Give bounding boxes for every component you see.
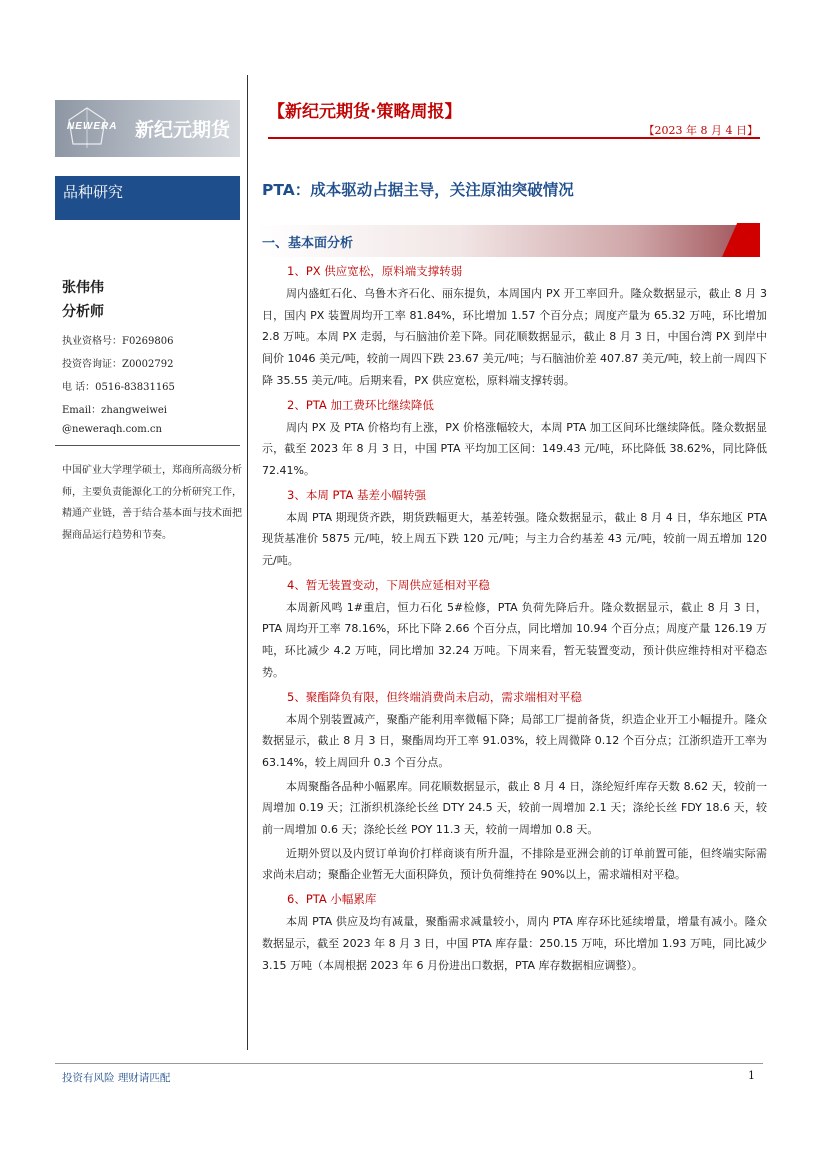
body-paragraph: 本周个别装置减产，聚酯产能利用率微幅下降；局部工厂提前备货，织造企业开工小幅提升。隆众数据显示，截止 8 月 3 日，聚酯周均开工率 91.03%，较上周微降 0.12 个百分点；江浙织造开工率为 63.14%，较上周回升 0.3 个百分点。: [262, 712, 767, 769]
qualification-number: 执业资格号：F0269806: [62, 336, 174, 347]
body-paragraph: 近期外贸以及内贸订单询价打样商谈有所升温，不排除是亚洲会前的订单前置可能，但终端实际需求尚未启动；聚酯企业暂无大面积降负，预计负荷维持在 90%以上，需求端相对平稳。: [262, 846, 767, 882]
subsection-heading: 3、本周 PTA 基差小幅转强: [287, 487, 427, 502]
analyst-role: 分析师: [62, 304, 104, 320]
subsection-heading: 4、暂无装置变动，下周供应延相对平稳: [287, 577, 490, 592]
page-number: 1: [748, 1069, 755, 1082]
body-paragraph: 本周聚酯各品种小幅累库。同花顺数据显示，截止 8 月 4 日，涤纶短纤库存天数 8.62 天，较前一周增加 0.19 天；江浙织机涤纶长丝 DTY 24.5 天，较前一周增加 2.1 天；涤纶长丝 FDY 18.6 天，较前一周增加 0.6 天；涤纶长丝 POY 11.3 天，较前一周增加 0.8 天。: [262, 779, 767, 837]
body-paragraph: 本周 PTA 期现货齐跌，期货跌幅更大，基差转强。隆众数据显示，截止 8 月 4 日，华东地区 PTA 现货基准价 5875 元/吨，较上周五下跌 120 元/吨；与主力合约基差 43 元/吨，较前一周五增加 120 元/吨。: [262, 510, 767, 568]
subsection-heading: 5、聚酯降负有限，但终端消费尚未启动，需求端相对平稳: [287, 689, 582, 704]
subsection-heading: 1、PX 供应宽松，原料端支撑转弱: [287, 264, 463, 278]
sidebar-rule: [55, 445, 240, 446]
analyst-bio: 中国矿业大学理学硕士，郑商所高级分析师，主要负责能源化工的分析研究工作，精通产业链，善于结合基本面与技术面把握商品运行趋势和节奏。: [62, 465, 242, 541]
report-header-title: 【新纪元期货·策略周报】: [268, 102, 462, 122]
footer-disclaimer: 投资有风险 理财请匹配: [62, 1072, 171, 1084]
body-paragraph: 周内 PX 及 PTA 价格均有上涨，PX 价格涨幅较大，本周 PTA 加工区间环比继续降低。隆众数据显示，截至 2023 年 8 月 3 日，中国 PTA 平均加工区间：149.43 元/吨，环比降低 38.62%，同比降低 72.41%。: [262, 420, 767, 477]
sidebar-section-text: 品种研究: [63, 183, 124, 201]
logo-english-text: NEWERA: [67, 121, 118, 132]
email-line-1: Email：zhangweiwei: [62, 405, 168, 416]
report-main-title: PTA：成本驱动占据主导，关注原油突破情况: [262, 181, 574, 199]
section-heading: 一、基本面分析: [262, 236, 354, 251]
consult-certificate: 投资咨询证：Z0002792: [62, 359, 174, 370]
footer-rule: [55, 1063, 763, 1064]
body-paragraph: 周内盛虹石化、乌鲁木齐石化、丽东提负，本周国内 PX 开工率回升。隆众数据显示，截止 8 月 3 日，国内 PX 装置周均开工率 81.84%，环比增加 1.57 个百分点；周度产量为 65.32 万吨，环比增加 2.8 万吨。本周 PX 走弱，与石脑油价差下降。同花顺数据显示，截止 8 月 3 日，中国台湾 PX 到岸中间价 1046 美元/吨，较前一周四下跌 23.67 美元/吨；与石脑油价差 407.87 美元/吨，较上前一周四下降 35.55 美元/吨。后期来看，PX 供应宽松，原料端支撑转弱。: [262, 287, 767, 387]
logo-chinese-text: 新纪元期货: [135, 119, 231, 141]
company-logo: [55, 100, 240, 157]
sidebar-section-label: [55, 176, 240, 220]
phone-number: 电 话：0516-83831165: [62, 382, 175, 393]
report-date: 【2023 年 8 月 4 日】: [643, 124, 758, 137]
report-body: [262, 258, 767, 978]
subsection-heading: 6、PTA 小幅累库: [287, 892, 377, 907]
body-paragraph: 本周新风鸣 1#重启，恒力石化 5#检修，PTA 负荷先降后升。隆众数据显示，截止 8 月 3 日，PTA 周均开工率 78.16%，环比下降 2.66 个百分点，同比增加 10.94 个百分点；周度产量 126.19 万吨，环比减少 4.2 万吨，同比增加 32.24 万吨。下周来看，暂无装置变动，预计供应维持相对平稳态势。: [262, 600, 767, 679]
analyst-name: 张伟伟: [62, 280, 104, 296]
email-line-2: @neweraqh.com.cn: [62, 424, 162, 435]
section-heading-bar: [258, 225, 760, 257]
subsection-heading: 2、PTA 加工费环比继续降低: [287, 397, 434, 412]
column-divider: [247, 75, 248, 1050]
header-rule: [268, 137, 760, 139]
body-paragraph: 本周 PTA 供应及均有减量，聚酯需求减量较小，周内 PTA 库存环比延续增量，增量有减小。隆众数据显示，截至 2023 年 8 月 3 日，中国 PTA 库存量：250.15 万吨，环比增加 1.93 万吨，同比减少 3.15 万吨（本周根据 2023 年 6 月份进出口数据，PTA 库存数据相应调整）。: [262, 915, 767, 972]
